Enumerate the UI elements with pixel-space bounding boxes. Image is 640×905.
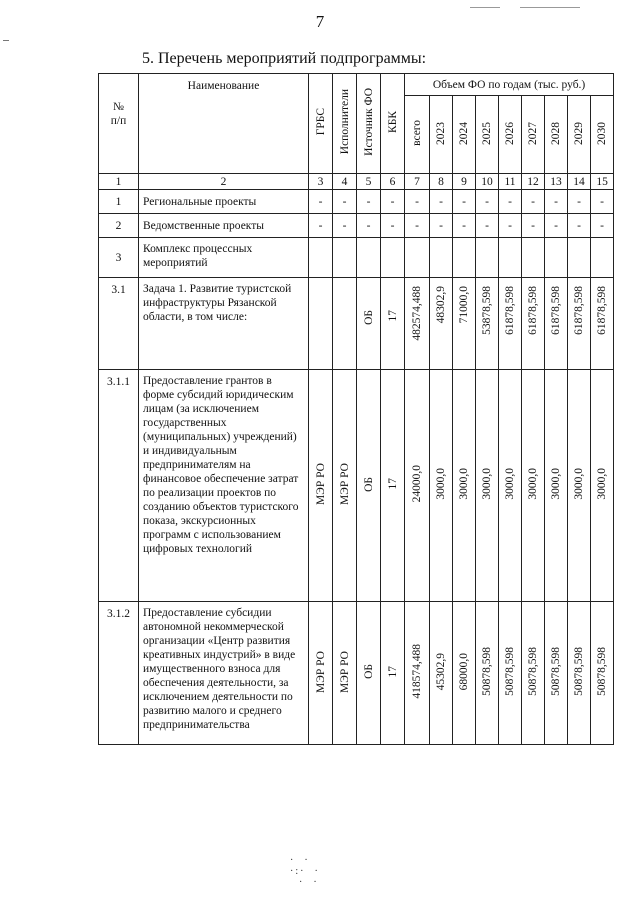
measures-table: [98, 73, 614, 745]
row-num: 3.1.1: [99, 370, 139, 602]
row-year-value: -: [522, 214, 545, 238]
row-year-value: [545, 370, 568, 602]
header-year: [476, 96, 499, 174]
column-numbers-row: [99, 174, 614, 190]
header-year: [591, 96, 614, 174]
row-source: [357, 370, 381, 602]
row-year-value: [453, 602, 476, 745]
row-source-text: ОБ: [362, 476, 375, 492]
row-year-value: [499, 278, 522, 370]
row-year-value-text: 50878,598: [504, 647, 516, 696]
row-kbk: -: [381, 190, 405, 214]
column-number: 6: [381, 174, 405, 190]
row-year-value: -: [499, 190, 522, 214]
row-year-value: [453, 278, 476, 370]
header-year-text: 2030: [596, 121, 609, 145]
header-year-text: 2027: [527, 121, 539, 145]
row-source: [357, 278, 381, 370]
row-year-value: -: [545, 190, 568, 214]
row-year-value: -: [453, 190, 476, 214]
row-year-value-text: 50878,598: [596, 647, 609, 696]
row-total: [405, 238, 430, 278]
row-year-value-text: 3000,0: [527, 468, 539, 500]
row-total: [405, 370, 430, 602]
row-year-value: [591, 238, 614, 278]
header-total-text: всего: [411, 120, 423, 146]
row-year-value-text: 3000,0: [573, 468, 585, 500]
row-executors-text: МЭР РО: [338, 650, 351, 693]
row-year-value: [545, 278, 568, 370]
row-kbk: [381, 370, 405, 602]
column-number: 5: [357, 174, 381, 190]
row-grbs: [309, 238, 333, 278]
row-year-value-text: 68000,0: [458, 652, 470, 691]
section-title: 5. Перечень мероприятий подпрограммы:: [142, 50, 427, 67]
row-year-value: -: [476, 214, 499, 238]
row-grbs-text: МЭР РО: [314, 650, 327, 693]
column-number: 3: [309, 174, 333, 190]
header-total: [405, 96, 430, 174]
header-year: [568, 96, 591, 174]
table-row: [99, 238, 614, 278]
row-year-value: [545, 238, 568, 278]
row-year-value-text: 50878,598: [573, 647, 585, 696]
row-total-text: 482574,488: [411, 286, 423, 341]
row-year-value: -: [499, 214, 522, 238]
row-source: -: [357, 214, 381, 238]
row-year-value: [476, 370, 499, 602]
column-number: 12: [522, 174, 545, 190]
row-year-value-text: 50878,598: [481, 647, 493, 696]
header-source: [357, 74, 381, 174]
row-year-value: [430, 602, 453, 745]
row-year-value: [568, 238, 591, 278]
page-number: 7: [315, 12, 325, 31]
row-year-value: [453, 238, 476, 278]
row-year-value-text: 3000,0: [550, 468, 562, 500]
column-number: 2: [139, 174, 309, 190]
row-executors: -: [333, 190, 357, 214]
row-year-value: [430, 278, 453, 370]
row-year-value: [430, 238, 453, 278]
row-total: -: [405, 214, 430, 238]
row-total-text: 24000,0: [411, 465, 423, 503]
row-year-value-text: 53878,598: [481, 286, 493, 335]
row-name: Комплекс процессных мероприятий: [139, 238, 309, 278]
header-year: [453, 96, 476, 174]
row-kbk: [381, 238, 405, 278]
row-source: [357, 602, 381, 745]
column-number: 9: [453, 174, 476, 190]
row-year-value: -: [568, 214, 591, 238]
row-year-value: [568, 278, 591, 370]
row-kbk: [381, 278, 405, 370]
row-year-value-text: 71000,0: [458, 286, 470, 324]
row-year-value-text: 3000,0: [596, 468, 609, 500]
row-grbs: [309, 370, 333, 602]
header-year: [499, 96, 522, 174]
row-name: Предоставление субсидии автономной некоммерческой организации «Центр развития креативных индустрий» в виде имущественного взноса для обеспечения деятельности, за исключением деятельности по развитию малого и среднего предпринимательства: [139, 602, 309, 745]
row-year-value: -: [591, 214, 614, 238]
row-name: Ведомственные проекты: [139, 214, 309, 238]
header-year-text: 2029: [573, 121, 585, 145]
scan-artifact: [470, 7, 500, 8]
row-year-value: -: [522, 190, 545, 214]
header-row: [99, 74, 614, 96]
row-year-value: [453, 370, 476, 602]
column-number: 1: [99, 174, 139, 190]
row-source-text: ОБ: [362, 664, 375, 679]
row-year-value: -: [476, 190, 499, 214]
row-year-value: [499, 602, 522, 745]
row-year-value: [545, 602, 568, 745]
row-source-text: ОБ: [362, 310, 375, 325]
row-year-value: -: [453, 214, 476, 238]
row-year-value: [499, 370, 522, 602]
header-source-text: Источник ФО: [362, 88, 375, 156]
row-year-value-text: 3000,0: [481, 468, 493, 500]
row-num: 3.1.2: [99, 602, 139, 745]
row-kbk-text: 17: [386, 310, 399, 322]
header-num: [99, 74, 139, 174]
row-year-value-text: 3000,0: [435, 468, 447, 500]
row-num: 2: [99, 214, 139, 238]
row-year-value-text: 45302,9: [435, 652, 447, 691]
row-year-value: [476, 238, 499, 278]
row-year-value-text: 48302,9: [435, 286, 447, 324]
table-row: [99, 370, 614, 602]
header-year-text: 2023: [435, 121, 447, 145]
row-name: Задача 1. Развитие туристской инфраструктуры Рязанской области, в том числе:: [139, 278, 309, 370]
row-year-value-text: 50878,598: [527, 647, 539, 696]
row-num: 1: [99, 190, 139, 214]
scan-artifact: [3, 40, 9, 41]
row-executors: [333, 278, 357, 370]
column-number: 10: [476, 174, 499, 190]
column-number: 13: [545, 174, 568, 190]
row-year-value: [591, 278, 614, 370]
column-number: 4: [333, 174, 357, 190]
header-volume-group: Объем ФО по годам (тыс. руб.): [405, 74, 614, 96]
row-kbk: [381, 602, 405, 745]
header-year-text: 2024: [458, 121, 470, 145]
header-kbk-text: КБК: [386, 111, 399, 133]
row-year-value-text: 3000,0: [458, 468, 470, 500]
row-kbk-text: 17: [386, 665, 399, 678]
row-year-value: [591, 370, 614, 602]
row-grbs-text: МЭР РО: [314, 463, 327, 505]
header-year-text: 2028: [550, 121, 562, 145]
header-year: [545, 96, 568, 174]
row-executors: [333, 370, 357, 602]
row-year-value: [522, 370, 545, 602]
row-executors-text: МЭР РО: [338, 463, 351, 505]
table-row: [99, 602, 614, 745]
row-total: -: [405, 190, 430, 214]
row-executors: -: [333, 214, 357, 238]
column-number: 8: [430, 174, 453, 190]
row-year-value: -: [568, 190, 591, 214]
row-total-text: 418574,488: [411, 644, 423, 699]
row-year-value: [499, 238, 522, 278]
column-number: 7: [405, 174, 430, 190]
row-name: Региональные проекты: [139, 190, 309, 214]
row-year-value-text: 61878,598: [550, 286, 562, 335]
scan-artifact: [520, 7, 580, 8]
row-year-value: -: [430, 214, 453, 238]
row-source: [357, 238, 381, 278]
row-year-value: [476, 278, 499, 370]
row-year-value: [522, 278, 545, 370]
row-grbs: -: [309, 214, 333, 238]
column-number: 14: [568, 174, 591, 190]
row-year-value-text: 50878,598: [550, 647, 562, 696]
row-num: 3.1: [99, 278, 139, 370]
row-year-value: [568, 602, 591, 745]
row-kbk: -: [381, 214, 405, 238]
header-year-text: 2025: [481, 121, 493, 145]
row-year-value-text: 3000,0: [504, 468, 516, 500]
header-executors: [333, 74, 357, 174]
column-number: 11: [499, 174, 522, 190]
header-year: [430, 96, 453, 174]
row-year-value-text: 61878,598: [504, 286, 516, 335]
row-year-value: [591, 602, 614, 745]
header-grbs: [309, 74, 333, 174]
row-total: [405, 602, 430, 745]
header-num-text: № п/п: [110, 101, 127, 127]
row-source: -: [357, 190, 381, 214]
table-row: [99, 214, 614, 238]
row-year-value: [522, 602, 545, 745]
row-executors: [333, 238, 357, 278]
row-year-value-text: 61878,598: [573, 286, 585, 335]
header-kbk: [381, 74, 405, 174]
row-year-value: [430, 370, 453, 602]
row-year-value-text: 61878,598: [596, 286, 609, 335]
row-year-value: [476, 602, 499, 745]
table-row: [99, 278, 614, 370]
header-executors-text: Исполнители: [338, 89, 351, 155]
row-grbs: [309, 602, 333, 745]
row-num: 3: [99, 238, 139, 278]
row-year-value: -: [545, 214, 568, 238]
row-executors: [333, 602, 357, 745]
column-number: 15: [591, 174, 614, 190]
scan-dots: · · ·:· · · ·: [290, 855, 320, 888]
row-year-value: -: [591, 190, 614, 214]
header-grbs-text: ГРБС: [314, 108, 327, 136]
row-year-value: -: [430, 190, 453, 214]
header-name: Наименование: [139, 74, 309, 174]
header-year: [522, 96, 545, 174]
row-year-value: [568, 370, 591, 602]
table-row: [99, 190, 614, 214]
row-year-value: [522, 238, 545, 278]
row-total: [405, 278, 430, 370]
row-year-value-text: 61878,598: [527, 286, 539, 335]
row-grbs: [309, 278, 333, 370]
row-grbs: -: [309, 190, 333, 214]
header-year-text: 2026: [504, 121, 516, 145]
row-name: Предоставление грантов в форме субсидий юридическим лицам (за исключением государственных (муниципальных) учреждений) и индивидуальным предпринимателям на финансовое обеспечение затрат по реализации проектов по созданию объектов туристского показа, экскурсионных программ с использованием цифровых технологий: [139, 370, 309, 602]
row-kbk-text: 17: [386, 478, 399, 490]
